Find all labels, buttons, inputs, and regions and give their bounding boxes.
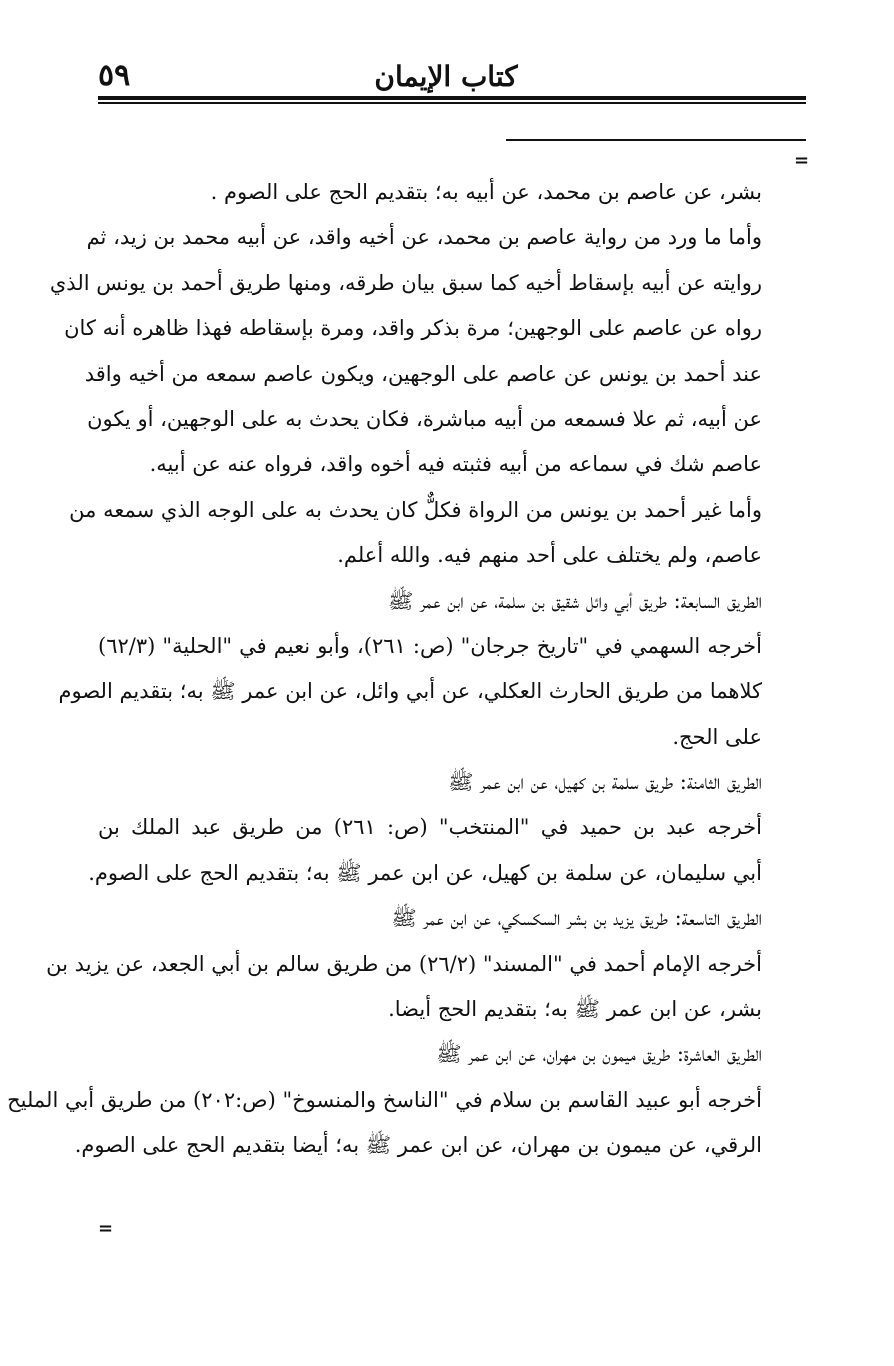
text-line: عن أبيه، ثم علا فسمعه من أبيه مباشرة، فكان يحدث به على الوجهين، أو يكون	[87, 406, 762, 431]
running-title: كتاب الإيمان	[374, 60, 518, 93]
text-line: بشر، عن عاصم بن محمد، عن أبيه به؛ بتقديم الحج على الصوم .	[210, 180, 762, 204]
text-line: بشر، عن ابن عمر ﷺ به؛ بتقديم الحج أيضا.	[388, 997, 762, 1022]
text-line: عند أحمد بن يونس عن عاصم على الوجهين، ويكون عاصم سمعه من أخيه واقد	[84, 361, 762, 386]
text-line: الرقي، عن ميمون بن مهران، عن ابن عمر ﷺ به؛ أيضا بتقديم الحج على الصوم.	[74, 1133, 762, 1158]
text-line: عاصم، ولم يختلف على أحد منهم فيه. والله أعلم.	[337, 543, 762, 568]
text-line: أخرجه عبد بن حميد في "المنتخب" (ص: ٢٦١) من طريق عبد الملك بن	[98, 815, 762, 840]
section-heading: الطريق الثامنة: طريق سلمة بن كهيل، عن ابن عمر ﷺ	[448, 770, 762, 795]
section-heading: الطريق العاشرة: طريق ميمون بن مهران، عن ابن عمر ﷺ	[436, 1042, 762, 1067]
continuation-mark-bottom: =	[98, 1218, 114, 1239]
text-line: أخرجه الإمام أحمد في "المسند" (٢٦/٢) من طريق سالم بن أبي الجعد، عن يزيد بن	[46, 951, 762, 976]
body-text	[7, 170, 762, 1169]
text-line: عاصم شك في سماعه من أبيه فثبته فيه أخوه واقد، فرواه عنه عن أبيه.	[149, 452, 762, 477]
section-heading: الطريق التاسعة: طريق يزيد بن بشر السكسكي، عن ابن عمر ﷺ	[391, 906, 762, 931]
header-rule-thick	[98, 96, 806, 100]
text-line: كلاهما من طريق الحارث العكلي، عن أبي وائل، عن ابن عمر ﷺ به؛ بتقديم الصوم	[58, 679, 762, 704]
text-line: أخرجه أبو عبيد القاسم بن سلام في "الناسخ والمنسوخ" (ص:٢٠٢) من طريق أبي المليح	[7, 1087, 762, 1112]
text-line: أخرجه السهمي في "تاريخ جرجان" (ص: ٢٦١)، وأبو نعيم في "الحلية" (٦٢/٣)	[98, 633, 762, 658]
text-line: روايته عن أبيه بإسقاط أخيه كما سبق بيان طرقه، ومنها طريق أحمد بن يونس الذي	[49, 270, 762, 295]
text-line: رواه عن عاصم على الوجهين؛ مرة بذكر واقد، ومرة بإسقاطه فهذا ظاهره أنه كان	[64, 316, 762, 341]
text-line: وأما غير أحمد بن يونس من الرواة فكلٌّ كان يحدث به على الوجه الذي سمعه من	[69, 497, 762, 522]
continuation-mark-top: =	[794, 150, 810, 171]
section-heading: الطريق السابعة: طريق أبي وائل شقيق بن سلمة، عن ابن عمر ﷺ	[388, 588, 762, 613]
text-line: أبي سليمان، عن سلمة بن كهيل، عن ابن عمر ﷺ به؛ بتقديم الحج على الصوم.	[88, 860, 762, 885]
page-number: ٥٩	[98, 58, 131, 93]
footnote-separator-rule	[506, 139, 806, 141]
header-rule-thin	[98, 102, 806, 104]
text-line: على الحج.	[672, 724, 762, 749]
text-line: وأما ما ورد من رواية عاصم بن محمد، عن أخيه واقد، عن أبيه محمد بن زيد، ثم	[86, 225, 762, 250]
